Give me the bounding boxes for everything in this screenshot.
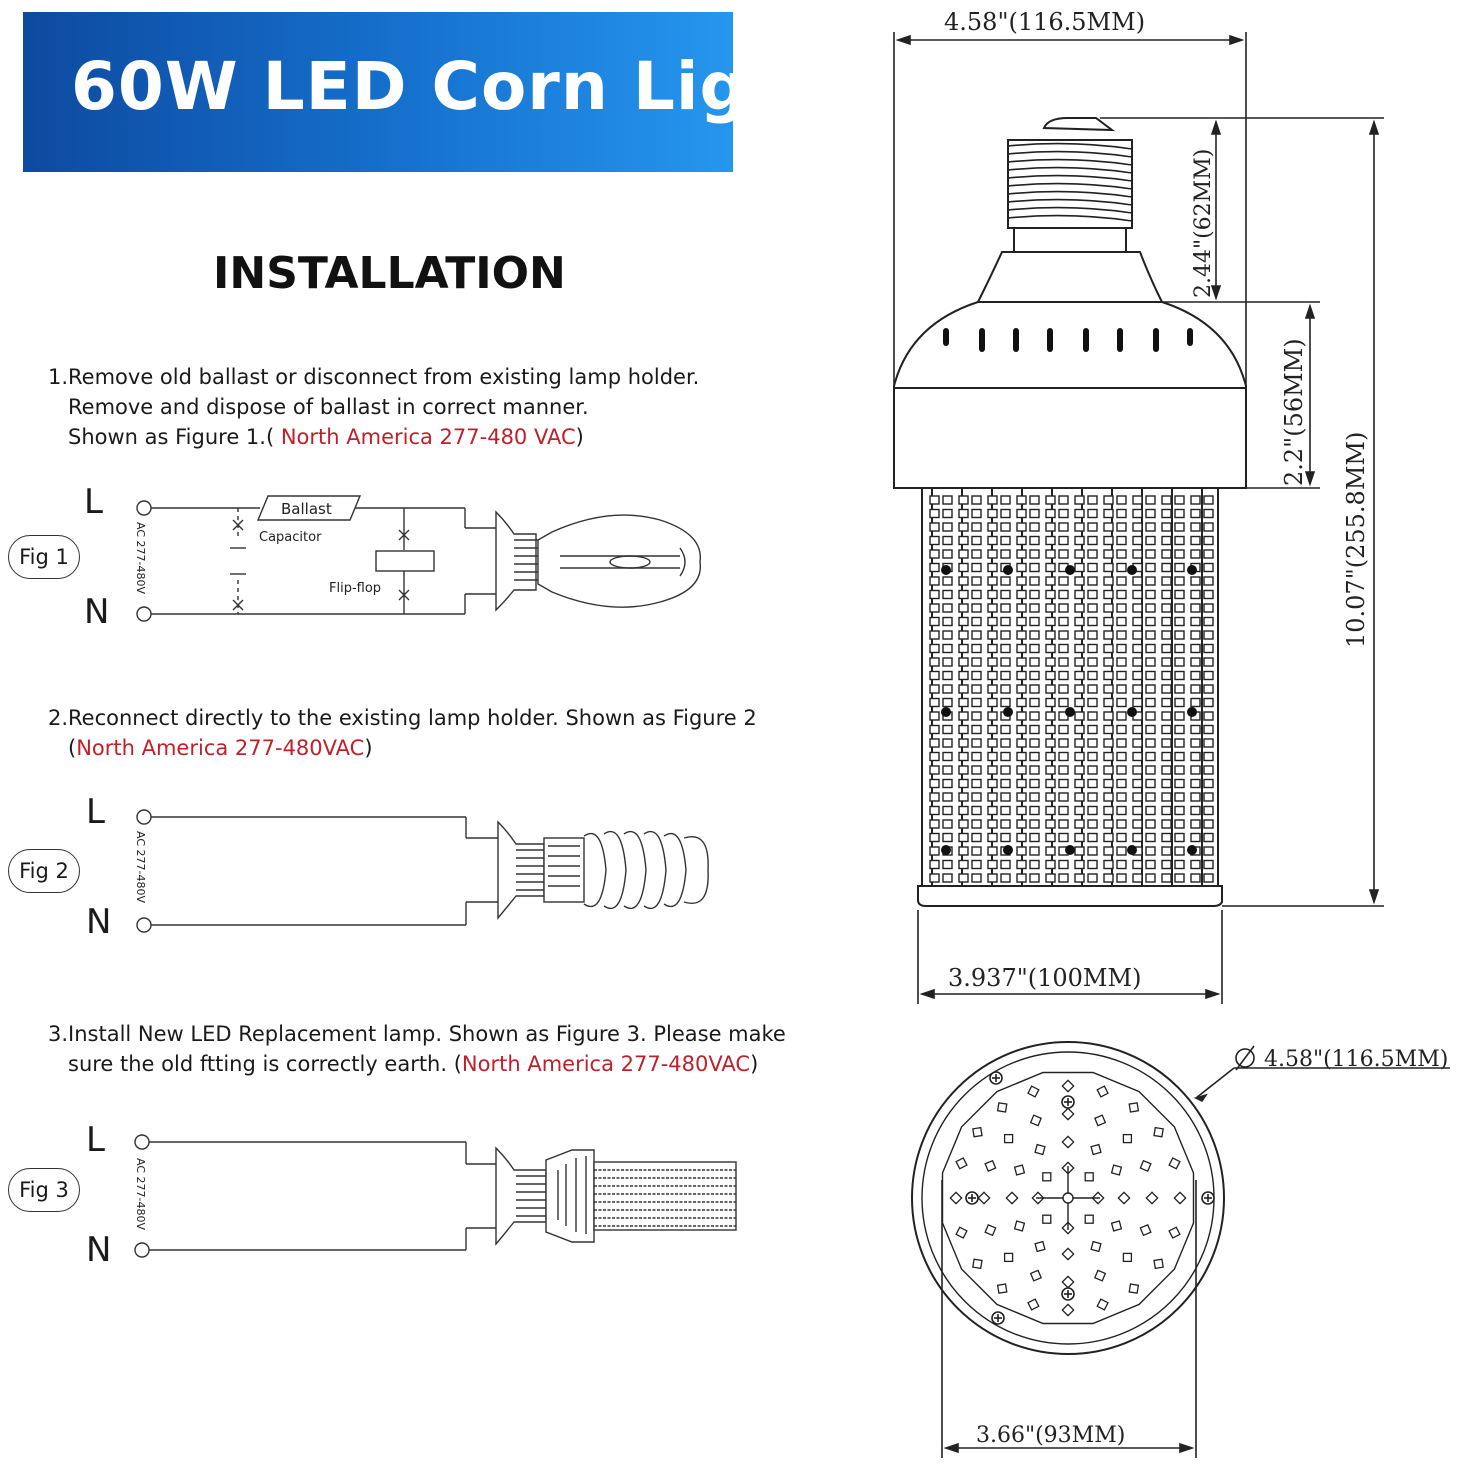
- led-corn-lamp-icon: [496, 1148, 736, 1244]
- fig-2-neutral-label: N: [86, 902, 112, 942]
- fig-1-live-label: L: [84, 482, 103, 522]
- installation-heading: INSTALLATION: [213, 248, 566, 299]
- fig-3-voltage-label: AC 277-480V: [134, 1158, 147, 1230]
- page-title: 60W LED Corn Light: [71, 48, 829, 125]
- fig-2-label: Fig 2: [8, 849, 80, 893]
- step-3-line-1: 3.Install New LED Replacement lamp. Shown as Figure 3. Please make: [48, 1022, 786, 1046]
- bottom-led-layout: [950, 1072, 1214, 1324]
- flipflop-shape: [376, 551, 434, 571]
- step-2-line-2-post: ): [364, 736, 373, 760]
- fig-3-label: Fig 3: [8, 1168, 80, 1212]
- flipflop-label: Flip-flop: [329, 581, 382, 596]
- cfl-spiral-lamp-icon: [498, 822, 708, 918]
- dim-total-height: 10.07"(255.8MM): [1342, 431, 1370, 648]
- step-2-voltage-note: North America 277-480VAC: [76, 736, 365, 760]
- diameter-symbol-icon: [1236, 1046, 1254, 1070]
- fig-3-circuit: [135, 1135, 496, 1257]
- dim-top-width: 4.58"(116.5MM): [944, 8, 1146, 36]
- fig-1-neutral-label: N: [84, 592, 110, 632]
- step-3-line-2-post: ): [750, 1052, 759, 1076]
- fig-2-circuit: [137, 810, 498, 932]
- dim-head-height: 2.2"(56MM): [1280, 338, 1308, 486]
- dim-base-height: 2.44"(62MM): [1191, 148, 1216, 298]
- step-1-line-3-pre: Shown as Figure 1.(: [68, 425, 281, 449]
- fig-2-live-label: L: [86, 792, 105, 832]
- capacitor-label: Capacitor: [259, 530, 322, 545]
- step-1-voltage-note: North America 277-480 VAC: [280, 425, 576, 449]
- step-3-line-2-pre: sure the old ftting is correctly earth. (: [68, 1052, 462, 1076]
- ballast-label: Ballast: [281, 500, 332, 518]
- hid-lamp-icon: [496, 512, 700, 610]
- dim-pcb-width: 3.66"(93MM): [976, 1423, 1126, 1448]
- fig-3-neutral-label: N: [86, 1230, 112, 1270]
- dim-body-width: 3.937"(100MM): [948, 964, 1142, 992]
- fig-2-voltage-label: AC 277-480V: [134, 831, 147, 903]
- step-1-line-2: Remove and dispose of ballast in correct manner.: [68, 395, 589, 419]
- fig-3-live-label: L: [86, 1120, 105, 1160]
- dim-bottom-diameter: 4.58"(116.5MM): [1264, 1047, 1449, 1072]
- fig-1-label: Fig 1: [8, 535, 80, 579]
- step-2-line-2-pre: (: [68, 736, 77, 760]
- step-3-voltage-note: North America 277-480VAC: [461, 1052, 751, 1076]
- fig-1-voltage-label: AC 277-480V: [134, 522, 147, 594]
- step-1-line-3-post: ): [575, 425, 584, 449]
- step-1-line-1: 1.Remove old ballast or disconnect from existing lamp holder.: [48, 365, 700, 389]
- step-2-line-1: 2.Reconnect directly to the existing lamp holder. Shown as Figure 2: [48, 706, 757, 730]
